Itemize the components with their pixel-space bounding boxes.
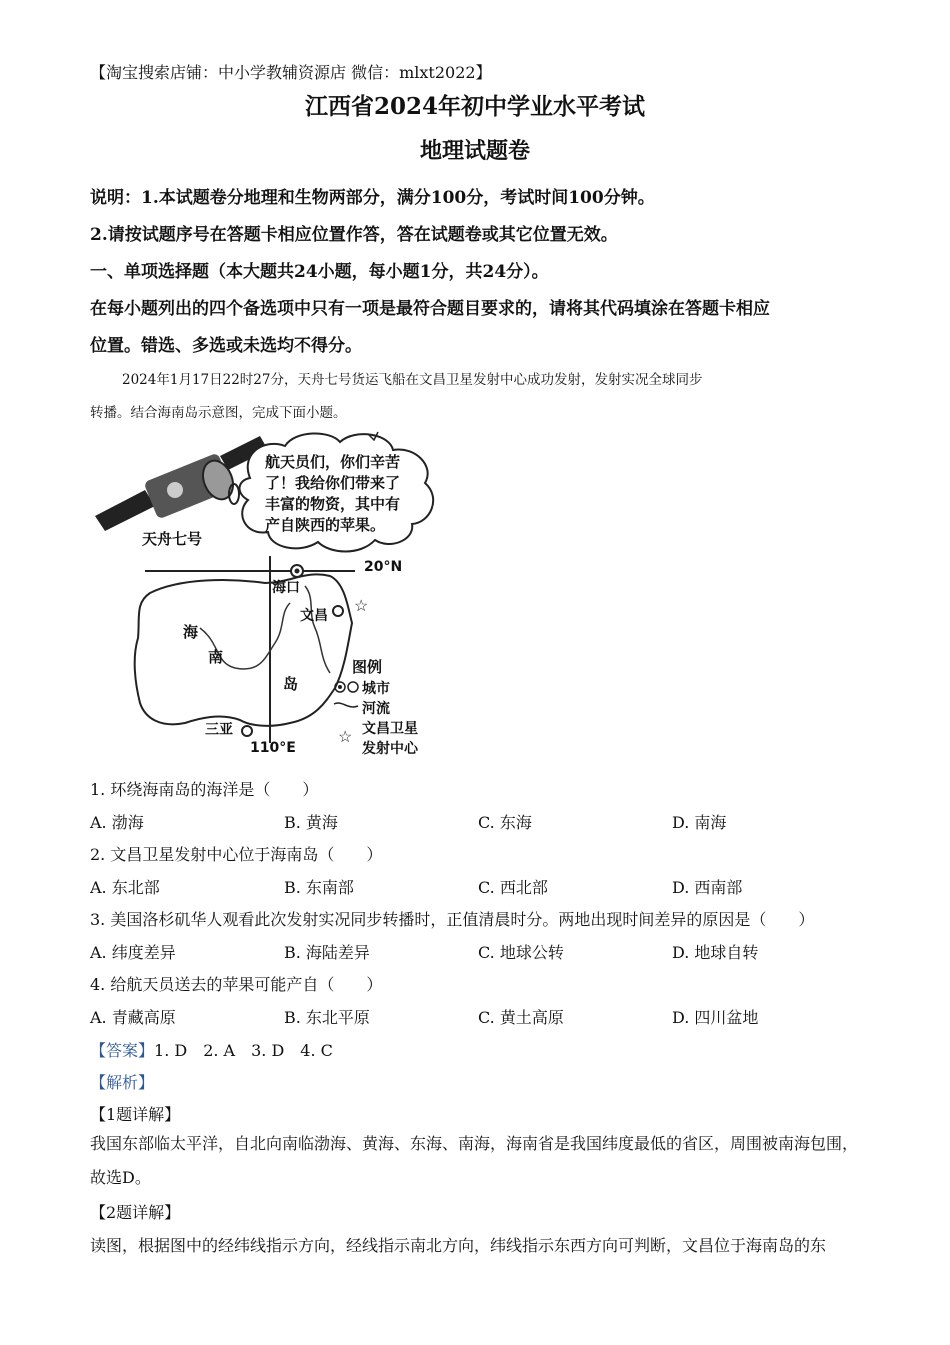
question-4-stem: 4. 给航天员送去的苹果可能产自（ ） xyxy=(90,975,383,994)
question-3-option-d: D. 地球自转 xyxy=(672,943,759,962)
city-haikou-label: 海口 xyxy=(272,580,300,596)
legend-city: 城市 xyxy=(362,681,390,697)
hainan-figure xyxy=(90,428,450,760)
question-1-option-b: B. 黄海 xyxy=(284,813,338,832)
city-sanya-marker xyxy=(242,726,252,736)
question-4-option-b: B. 东北平原 xyxy=(284,1008,370,1027)
detail-1-tag: 【1题详解】 xyxy=(90,1105,181,1124)
answer-line xyxy=(90,1038,333,1061)
analysis-tag: 【解析】 xyxy=(90,1073,155,1092)
detail-1-text: 我国东部临太平洋，自北向南临渤海、黄海、东海、南海，海南省是我国纬度最低的省区，周围被南海包围，故选D。 xyxy=(90,1134,859,1187)
speech-text: 航天员们，你们辛苦 了！我给你们带来了 丰富的物资，其中有 产自陕西的苹果。 xyxy=(265,453,401,534)
legend-river: 河流 xyxy=(362,701,390,717)
intro-line-1: 2024年1月17日22时27分，天舟七号货运飞船在文昌卫星发射中心成功发射，发射实况全球同步 xyxy=(122,372,703,388)
legend-launch-1: 文昌卫星 xyxy=(362,721,418,737)
header-note: 【淘宝搜索店铺：中小学教辅资源店 微信：mlxt2022】 xyxy=(90,63,492,82)
question-2-option-b: B. 东南部 xyxy=(284,878,354,897)
detail-2-tag: 【2题详解】 xyxy=(90,1203,181,1222)
note-2: 2.请按试题序号在答题卡相应位置作答，答在试题卷或其它位置无效。 xyxy=(90,225,618,245)
hainan-island-outline xyxy=(135,574,352,725)
section-heading: 一、单项选择题（本大题共24小题，每小题1分，共24分）。 xyxy=(90,262,549,282)
launch-center-star-icon: ☆ xyxy=(354,596,369,615)
latitude-label: 20°N xyxy=(364,559,403,575)
question-3-option-a: A. 纬度差异 xyxy=(90,943,176,962)
question-1-stem: 1. 环绕海南岛的海洋是（ ） xyxy=(90,780,319,799)
question-1-option-c: C. 东海 xyxy=(478,813,532,832)
longitude-label: 110°E xyxy=(250,740,296,756)
legend-star-icon: ☆ xyxy=(338,727,353,746)
question-2-stem: 2. 文昌卫星发射中心位于海南岛（ ） xyxy=(90,845,383,864)
legend-launch-2: 发射中心 xyxy=(362,741,418,757)
city-wenchang-marker xyxy=(333,606,343,616)
question-4-option-c: C. 黄土高原 xyxy=(478,1008,564,1027)
question-3-option-b: B. 海陆差异 xyxy=(284,943,370,962)
page-title: 江西省2024年初中学业水平考试 xyxy=(304,93,645,120)
intro-line-2: 转播。结合海南岛示意图，完成下面小题。 xyxy=(90,405,347,421)
city-sanya-label: 三亚 xyxy=(205,722,233,738)
city-wenchang-label: 文昌 xyxy=(300,608,328,624)
detail-2-text: 读图，根据图中的经纬线指示方向，经线指示南北方向，纬线指示东西方向可判断，文昌位于海南岛的东 xyxy=(90,1236,827,1255)
question-2-option-a: A. 东北部 xyxy=(90,878,160,897)
ship-label: 天舟七号 xyxy=(142,530,203,548)
note-1: 说明：1.本试题卷分地理和生物两部分，满分100分，考试时间100分钟。 xyxy=(90,188,655,208)
question-1-option-a: A. 渤海 xyxy=(90,813,144,832)
answer-tag: 【答案】 xyxy=(90,1041,155,1060)
answer-text: 1. D 2. A 3. D 4. C xyxy=(154,1041,333,1060)
question-4-option-a: A. 青藏高原 xyxy=(90,1008,176,1027)
note-5: 位置。错选、多选或未选均不得分。 xyxy=(90,336,362,356)
legend-title: 图例 xyxy=(352,658,383,676)
legend-river-icon xyxy=(334,703,358,707)
question-1-option-d: D. 南海 xyxy=(672,813,727,832)
page-subtitle: 地理试题卷 xyxy=(419,138,530,164)
island-char-1: 海 xyxy=(183,623,199,641)
question-2-option-d: D. 西南部 xyxy=(672,878,743,897)
note-4: 在每小题列出的四个备选项中只有一项是最符合题目要求的，请将其代码填涂在答题卡相应 xyxy=(90,299,770,319)
question-3-stem: 3. 美国洛杉矶华人观看此次发射实况同步转播时，正值清晨时分。两地出现时间差异的原因是（ ） xyxy=(90,910,815,929)
question-4-option-d: D. 四川盆地 xyxy=(672,1008,759,1027)
island-char-3: 岛 xyxy=(283,675,299,693)
island-char-2: 南 xyxy=(208,648,224,666)
question-2-option-c: C. 西北部 xyxy=(478,878,548,897)
question-3-option-c: C. 地球公转 xyxy=(478,943,564,962)
